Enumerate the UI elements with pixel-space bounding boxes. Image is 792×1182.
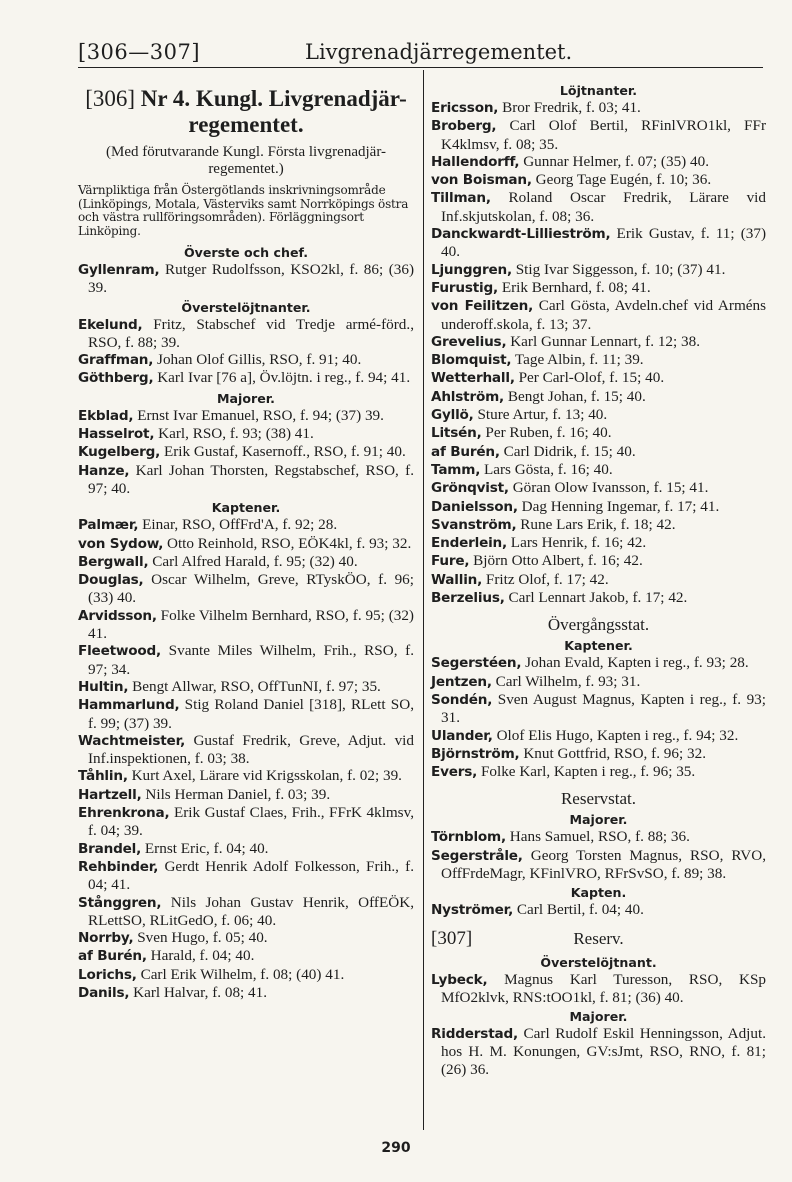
- roster-entry: [431, 479, 766, 497]
- officer-surname: Hultin,: [78, 678, 129, 695]
- officer-details: Olof Elis Hugo, Kapten i reg., f. 94; 32.: [496, 726, 739, 744]
- left-column: [78, 80, 414, 1002]
- officer-surname: Wetterhall,: [431, 370, 515, 387]
- officer-details: Fritz, Stabschef vid Tredje armé-förd., RSO, f. 88; 39.: [88, 315, 414, 351]
- officer-details: Karl Gunnar Lennart, f. 12; 38.: [510, 332, 701, 350]
- roster-entry: [78, 571, 414, 607]
- roster-entry: [78, 767, 414, 785]
- roster-entry: [431, 99, 766, 117]
- officer-surname: Hallendorff,: [431, 153, 520, 170]
- officer-details: Bengt Allwar, RSO, OffTunNI, f. 97; 35.: [132, 677, 381, 695]
- officer-details: Carl Alfred Harald, f. 95; (32) 40.: [152, 552, 358, 570]
- officer-surname: von Sydow,: [78, 535, 164, 552]
- officer-surname: Palmær,: [78, 517, 139, 534]
- roster-entry: [431, 117, 766, 153]
- officer-details: Sture Artur, f. 13; 40.: [477, 406, 608, 424]
- roster-entry: [431, 1025, 766, 1078]
- officer-details: Kurt Axel, Lärare vid Krigsskolan, f. 02; 39.: [131, 767, 402, 785]
- officer-details: Ernst Ivar Emanuel, RSO, f. 94; (37) 39.: [137, 406, 384, 424]
- roster-entry: [78, 696, 414, 732]
- officer-surname: Broberg,: [431, 118, 497, 135]
- officer-surname: Ericsson,: [431, 100, 499, 116]
- officer-surname: Enderlein,: [431, 535, 507, 552]
- officer-details: Bengt Johan, f. 15; 40.: [507, 387, 646, 405]
- officer-surname: Fleetwood,: [78, 643, 162, 660]
- roster-entry: [78, 929, 414, 947]
- officer-details: Björn Otto Albert, f. 16; 42.: [473, 552, 643, 570]
- roster-entry: [431, 443, 766, 461]
- officer-details: Harald, f. 04; 40.: [150, 947, 255, 965]
- officer-surname: Tåhlin,: [78, 768, 128, 785]
- roster-entry: [78, 316, 414, 352]
- section-heading-kaptener: Kaptener.: [564, 638, 633, 654]
- reserv-header: [431, 927, 766, 952]
- officer-details: Gerdt Henrik Adolf Folkesson, Frih., f. 04; 41.: [88, 857, 414, 894]
- section-heading-overstelojtnant: Överstelöjtnant.: [540, 954, 657, 970]
- officer-details: Carl Rudolf Eskil Henningsson, Adjut. hos H. M. Konungen, GV:sJmt, RSO, RNO, f. 81; (26) 36.: [441, 1025, 767, 1078]
- officer-details: Sven August Magnus, Kapten i reg., f. 93; 31.: [441, 690, 766, 727]
- officer-surname: Segerstéen,: [431, 655, 522, 672]
- roster-entry: [78, 804, 414, 840]
- roster-entry: [431, 847, 766, 883]
- officer-surname: Ljunggren,: [431, 261, 512, 278]
- officer-details: Karl Halvar, f. 08; 41.: [133, 983, 268, 1001]
- roster-entry: [78, 786, 414, 804]
- roster-entry: [431, 763, 766, 781]
- roster-entry: [431, 691, 766, 727]
- roster-entry: [431, 461, 766, 479]
- roster-entry: [431, 297, 766, 333]
- officer-surname: Bergwall,: [78, 553, 149, 570]
- officer-details: Svante Miles Wilhelm, Frih., RSO, f. 97; 34.: [88, 642, 415, 678]
- officer-surname: Ahlström,: [431, 388, 505, 405]
- roster-entry: [78, 732, 414, 768]
- officer-details: Fritz Olof, f. 17; 42.: [485, 570, 609, 588]
- roster-entry: [431, 424, 766, 442]
- officer-surname: Litsén,: [431, 425, 482, 442]
- officer-surname: Sondén,: [431, 691, 493, 708]
- title-ref: [306]: [85, 86, 136, 111]
- officer-details: Knut Gottfrid, RSO, f. 96; 32.: [523, 744, 706, 762]
- roster-entry: [431, 171, 766, 189]
- officer-surname: af Burén,: [78, 948, 147, 965]
- officer-details: Georg Tage Eugén, f. 10; 36.: [535, 171, 712, 189]
- roster-entry: [431, 534, 766, 552]
- officer-details: Rune Lars Erik, f. 18; 42.: [520, 515, 676, 533]
- officer-details: Tage Albin, f. 11; 39.: [514, 351, 644, 369]
- roster-entry: [431, 498, 766, 516]
- section-heading: Överste och chef.: [183, 245, 309, 260]
- section-heading-majorer: Majorer.: [569, 1009, 628, 1025]
- officer-surname: Hanze,: [78, 462, 130, 479]
- roster-entry: [431, 189, 766, 225]
- roster-entry: [78, 966, 414, 984]
- page-ref: [307]: [431, 927, 473, 949]
- officer-surname: Hasselrot,: [78, 426, 155, 443]
- roster-entry: [431, 589, 766, 607]
- officer-details: Göran Olow Ivansson, f. 15; 41.: [512, 479, 709, 497]
- officer-surname: Tamm,: [431, 461, 481, 478]
- officer-surname: af Burén,: [431, 443, 500, 460]
- officer-details: Karl Ivar [76 a], Öv.löjtn. i reg., f. 94; 41.: [157, 369, 411, 387]
- officer-details: Bror Fredrik, f. 03; 41.: [502, 99, 641, 116]
- reserv-title: Reserv.: [573, 928, 624, 948]
- officer-surname: Arvidsson,: [78, 607, 157, 624]
- section-heading-lojtnanter: Löjtnanter.: [559, 83, 638, 98]
- roster-entry: [431, 971, 766, 1007]
- officer-details: Einar, RSO, OffFrd'A, f. 92; 28.: [142, 516, 338, 534]
- roster-entry: [431, 901, 766, 919]
- reservstat-title: Reservstat.: [560, 789, 637, 809]
- officer-surname: Danielsson,: [431, 498, 518, 515]
- officer-surname: Berzelius,: [431, 590, 505, 607]
- roster-entry: [431, 745, 766, 763]
- roster-entry: [431, 333, 766, 351]
- section-heading: Kaptener.: [211, 500, 281, 516]
- roster-entry: [78, 947, 414, 965]
- officer-details: Carl Didrik, f. 15; 40.: [503, 442, 636, 460]
- officer-surname: Graffman,: [78, 352, 154, 369]
- right-column: [431, 80, 766, 1078]
- roster-entry: [78, 425, 414, 443]
- officer-details: Georg Torsten Magnus, RSO, RVO, OffFrdeMagr, KFinlVRO, RFrSvSO, f. 89; 38.: [441, 846, 766, 882]
- officer-surname: Kugelberg,: [78, 444, 161, 461]
- roster-entry: [78, 535, 414, 553]
- roster-entry: [431, 828, 766, 846]
- roster-entry: [431, 516, 766, 534]
- officer-details: Karl, RSO, f. 93; (38) 41.: [158, 425, 314, 443]
- officer-surname: Ehrenkrona,: [78, 805, 170, 822]
- officer-details: Oscar Wilhelm, Greve, RTyskÖO, f. 96; (33) 40.: [88, 571, 414, 607]
- officer-details: Stig Ivar Siggesson, f. 10; (37) 41.: [515, 260, 726, 278]
- roster-entry: [78, 516, 414, 534]
- officer-surname: Douglas,: [78, 572, 144, 589]
- officer-details: Rutger Rudolfsson, KSO2kl, f. 86; (36) 39.: [88, 261, 415, 297]
- roster-entry: [78, 607, 414, 643]
- roster-entry: [431, 571, 766, 589]
- overgangsstat-title: Övergångsstat.: [547, 615, 650, 635]
- roster-entry: [431, 673, 766, 691]
- officer-surname: Hartzell,: [78, 786, 142, 803]
- officer-surname: Furustig,: [431, 279, 499, 296]
- officer-details: Ernst Eric, f. 04; 40.: [144, 839, 269, 857]
- running-title: Livgrenadjärregementet.: [305, 40, 573, 64]
- officer-surname: Gyllö,: [431, 407, 474, 424]
- officer-details: Folke Vilhelm Bernhard, RSO, f. 95; (32) 41.: [88, 606, 414, 643]
- officer-surname: Jentzen,: [431, 673, 492, 690]
- roster-entry: [78, 840, 414, 858]
- officer-details: Hans Samuel, RSO, f. 88; 36.: [509, 828, 690, 846]
- officer-surname: Wachtmeister,: [78, 732, 186, 749]
- officer-details: Per Ruben, f. 16; 40.: [485, 424, 612, 442]
- officer-surname: Wallin,: [431, 571, 483, 588]
- officer-surname: Evers,: [431, 764, 478, 781]
- officer-details: Karl Johan Thorsten, Regstabschef, RSO, f. 97; 40.: [88, 461, 414, 497]
- officer-details: Erik Gustav, f. 11; (37) 40.: [441, 225, 767, 261]
- officer-surname: Gyllenram,: [78, 262, 160, 278]
- officer-details: Magnus Karl Turesson, RSO, KSp MfO2klvk, RNS:tOO1kl, f. 81; (36) 40.: [441, 970, 766, 1006]
- roster-entry: [431, 225, 766, 261]
- officer-surname: Segerstråle,: [431, 847, 523, 864]
- officer-details: Gunnar Helmer, f. 07; (35) 40.: [523, 152, 709, 170]
- officer-surname: Tillman,: [431, 190, 491, 207]
- roster-entry: [431, 388, 766, 406]
- roster-entry: [431, 654, 766, 672]
- roster-entry: [431, 552, 766, 570]
- section-heading-majorer: Majorer.: [569, 812, 628, 828]
- roster-entry: [78, 984, 414, 1002]
- roster-entry: [78, 369, 414, 387]
- officer-surname: Hammarlund,: [78, 697, 180, 714]
- regiment-subtitle: (Med förutvarande Kungl. Första livgrenadjär-regementet.): [105, 144, 387, 177]
- officer-details: Nils Herman Daniel, f. 03; 39.: [145, 785, 331, 803]
- roster-entry: [431, 261, 766, 279]
- officer-surname: Göthberg,: [78, 370, 154, 387]
- roster-entry: [431, 279, 766, 297]
- officer-surname: Fure,: [431, 553, 470, 570]
- officer-surname: Ridderstad,: [431, 1026, 518, 1043]
- roster-entry: [431, 369, 766, 387]
- roster-entry: [78, 642, 414, 678]
- officer-surname: Svanström,: [431, 516, 517, 533]
- roster-entry: [78, 858, 414, 894]
- officer-surname: Ekelund,: [78, 316, 143, 333]
- officer-surname: Brandel,: [78, 840, 142, 857]
- officer-details: Stig Roland Daniel [318], RLett SO, f. 99; (37) 39.: [88, 696, 415, 732]
- roster-entry: [78, 553, 414, 571]
- roster-entry: [431, 406, 766, 424]
- roster-entry: [431, 351, 766, 369]
- officer-details: Erik Gustaf, Kasernoff., RSO, f. 91; 40.: [163, 443, 406, 461]
- roster-entry: [78, 678, 414, 696]
- officer-surname: Grönqvist,: [431, 480, 509, 497]
- officer-surname: Törnblom,: [431, 829, 506, 846]
- officer-details: Nils Johan Gustav Henrik, OffEÖK, RLettSO, RLitGedO, f. 06; 40.: [88, 893, 414, 929]
- officer-details: Per Carl-Olof, f. 15; 40.: [518, 369, 665, 387]
- officer-details: Carl Bertil, f. 04; 40.: [516, 901, 644, 919]
- page-number: 290: [381, 1140, 411, 1156]
- page-range: [306—307]: [78, 40, 201, 64]
- officer-details: Carl Erik Wilhelm, f. 08; (40) 41.: [140, 965, 345, 983]
- officer-details: Otto Reinhold, RSO, EÖK4kl, f. 93; 32.: [166, 534, 412, 552]
- officer-surname: Nyströmer,: [431, 902, 514, 919]
- officer-surname: Ekblad,: [78, 407, 134, 424]
- roster-entry: [431, 727, 766, 745]
- officer-surname: Norrby,: [78, 930, 134, 947]
- officer-surname: Ulander,: [431, 727, 493, 744]
- roster-entry: [78, 351, 414, 369]
- officer-surname: Danils,: [78, 984, 130, 1001]
- officer-surname: Lorichs,: [78, 966, 137, 983]
- roster-entry: [78, 894, 414, 930]
- officer-details: Carl Gösta, Avdeln.chef vid Arméns underoff.skola, f. 13; 37.: [441, 297, 767, 333]
- conscription-note: Värnpliktiga från Östergötlands inskrivningsområde (Linköpings, Motala, Västerviks samt Norrköpings östra och västra rullföringsområden). Förläggningsort Linköping.: [78, 183, 409, 238]
- officer-surname: Lybeck,: [431, 971, 488, 988]
- regiment-title: [78, 86, 414, 138]
- officer-details: Sven Hugo, f. 05; 40.: [137, 929, 268, 947]
- officer-details: Johan Evald, Kapten i reg., f. 93; 28.: [525, 654, 749, 672]
- officer-details: Lars Henrik, f. 16; 42.: [510, 534, 647, 552]
- column-divider: [423, 70, 424, 1130]
- header-rule: [78, 67, 763, 68]
- officer-details: Carl Olof Bertil, RFinlVRO1kl, FFr K4klmsv, f. 08; 35.: [441, 117, 767, 153]
- section-heading-kapten: Kapten.: [570, 885, 627, 901]
- officer-surname: Rehbinder,: [78, 858, 159, 875]
- officer-surname: Danckwardt-Lillieström,: [431, 226, 611, 243]
- roster-entry: [78, 261, 414, 297]
- officer-surname: von Boisman,: [431, 172, 532, 189]
- officer-surname: Björnström,: [431, 745, 520, 762]
- officer-details: Erik Gustaf Claes, Frih., FFrK 4klmsv, f. 04; 39.: [88, 804, 414, 840]
- officer-surname: Blomquist,: [431, 352, 512, 369]
- officer-surname: von Feilitzen,: [431, 298, 534, 315]
- title-text: Nr 4. Kungl. Livgrenadjär-regementet.: [140, 86, 407, 137]
- officer-details: Roland Oscar Fredrik, Lärare vid Inf.skjutskolan, f. 08; 36.: [441, 189, 766, 225]
- roster-entry: [78, 462, 414, 498]
- officer-details: Carl Wilhelm, f. 93; 31.: [495, 672, 641, 690]
- officer-details: Dag Henning Ingemar, f. 17; 41.: [521, 497, 720, 515]
- section-heading: Majorer.: [217, 390, 275, 406]
- officer-details: Folke Karl, Kapten i reg., f. 96; 35.: [480, 763, 696, 781]
- officer-details: Lars Gösta, f. 16; 40.: [483, 460, 613, 478]
- section-heading: Överstelöjtnanter.: [181, 299, 311, 315]
- officer-details: Gustaf Fredrik, Greve, Adjut. vid Inf.inspektionen, f. 03; 38.: [88, 731, 414, 768]
- roster-entry: [431, 153, 766, 171]
- roster-entry: [78, 407, 414, 425]
- officer-details: Johan Olof Gillis, RSO, f. 91; 40.: [157, 351, 362, 369]
- officer-surname: Grevelius,: [431, 333, 507, 350]
- officer-surname: Stånggren,: [78, 894, 162, 911]
- roster-entry: [78, 443, 414, 461]
- officer-details: Erik Bernhard, f. 08; 41.: [501, 278, 651, 296]
- officer-details: Carl Lennart Jakob, f. 17; 42.: [508, 589, 688, 607]
